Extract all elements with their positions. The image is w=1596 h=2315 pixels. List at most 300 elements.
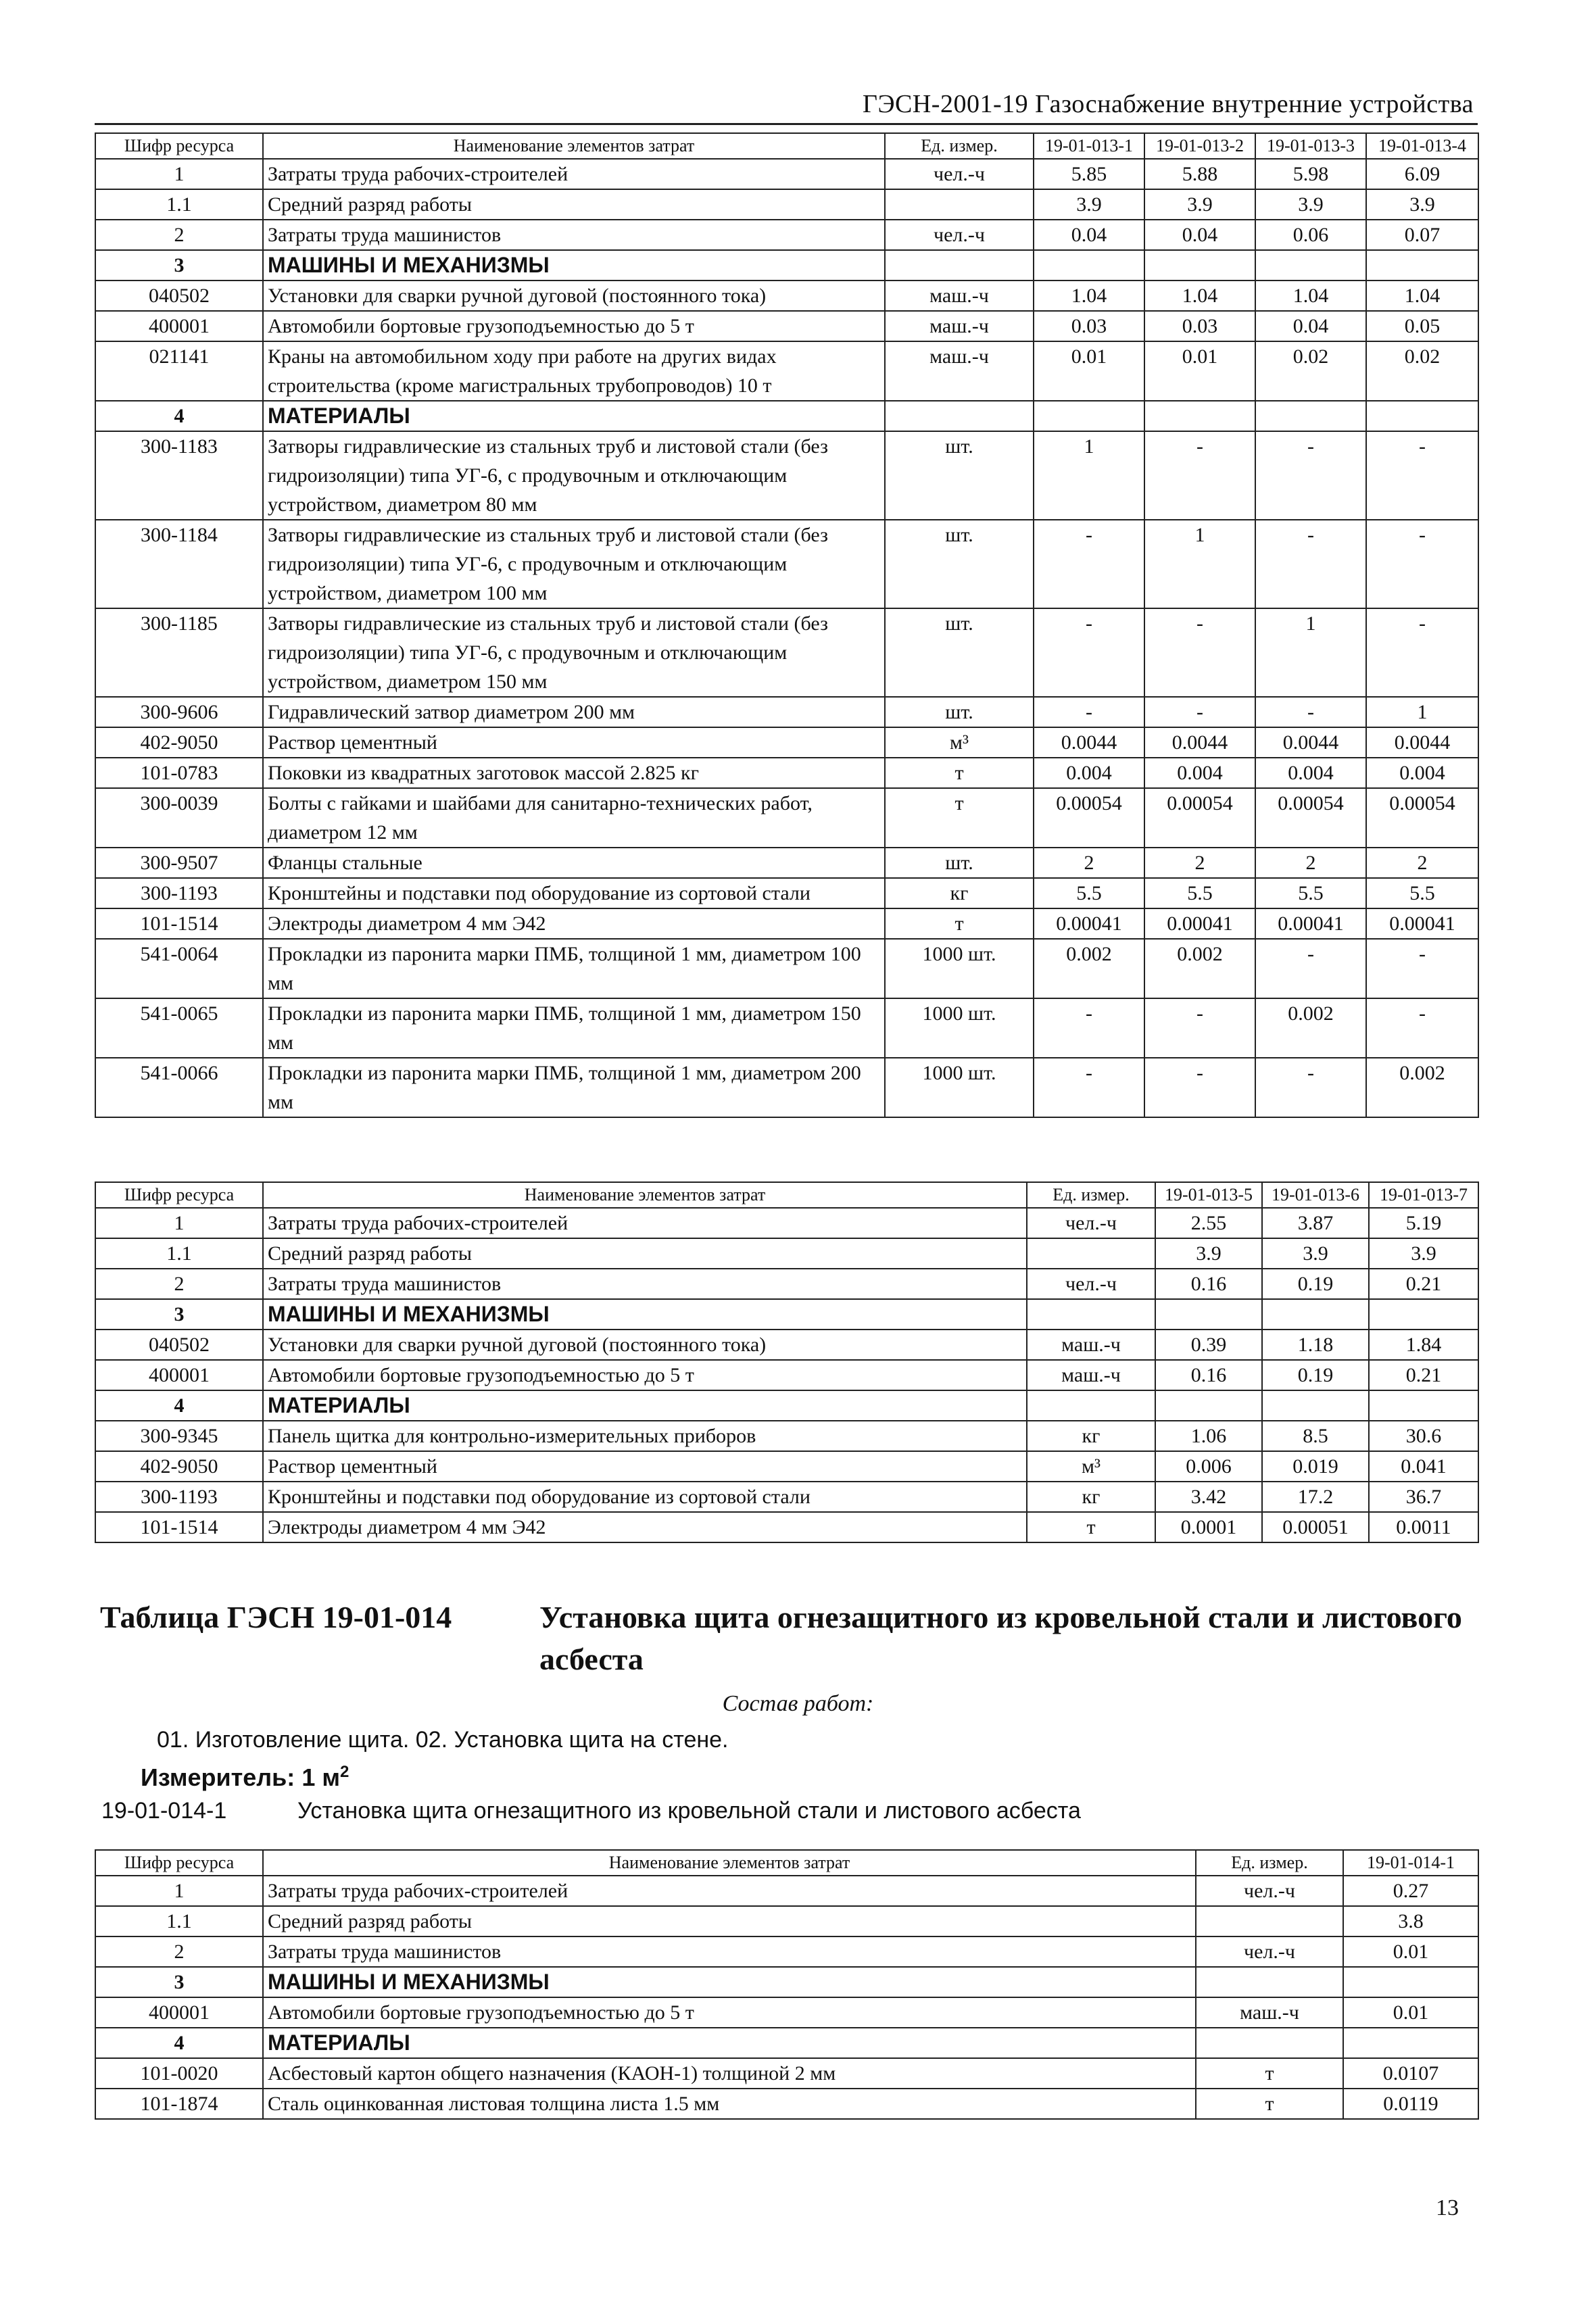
resource-code-cell: 300-1193 xyxy=(95,1482,263,1512)
header-cell: 19-01-013-3 xyxy=(1255,133,1366,159)
resource-name-cell: Затраты труда машинистов xyxy=(263,1269,1027,1299)
resource-name-cell: Электроды диаметром 4 мм Э42 xyxy=(263,1512,1027,1542)
header-cell: 19-01-013-5 xyxy=(1155,1182,1262,1208)
norm-value-cell: 0.00041 xyxy=(1034,908,1144,939)
norm-value-cell: 0.00051 xyxy=(1262,1512,1369,1542)
resource-code-cell: 300-9606 xyxy=(95,697,263,727)
page-header-title: ГЭСН-2001-19 Газоснабжение внутренние устройства xyxy=(862,90,1474,118)
norm-value-cell: 0.16 xyxy=(1155,1360,1262,1390)
table-row xyxy=(95,1421,1478,1451)
norm-value-cell: 5.5 xyxy=(1366,878,1478,908)
resource-name-cell: Прокладки из паронита марки ПМБ, толщиной 1 мм, диаметром 100 мм xyxy=(263,939,885,998)
norm-value-cell xyxy=(1155,1299,1262,1330)
norm-value-cell: 0.00041 xyxy=(1144,908,1255,939)
unit-cell xyxy=(885,189,1034,220)
unit-cell: шт. xyxy=(885,431,1034,520)
resource-code-cell: 1 xyxy=(95,1208,263,1238)
table-row xyxy=(95,1360,1478,1390)
norm-value-cell: - xyxy=(1144,697,1255,727)
norm-value-cell xyxy=(1343,1967,1478,1997)
unit-cell: т xyxy=(885,788,1034,848)
resource-name-cell: Поковки из квадратных заготовок массой 2.825 кг xyxy=(263,758,885,788)
norm-value-cell: 5.88 xyxy=(1144,159,1255,189)
resource-code-cell: 402-9050 xyxy=(95,727,263,758)
table-row xyxy=(95,520,1478,608)
resource-name-cell: Краны на автомобильном ходу при работе на других видах строительства (кроме магистральных трубопроводов) 10 т xyxy=(263,341,885,401)
norm-value-cell: 3.9 xyxy=(1262,1238,1369,1269)
resource-name-cell: Кронштейны и подставки под оборудование из сортовой стали xyxy=(263,1482,1027,1512)
norm-value-cell: 5.19 xyxy=(1369,1208,1478,1238)
header-cell: Шифр ресурса xyxy=(95,1182,263,1208)
norm-name: Установка щита огнезащитного из кровельной стали и листового асбеста xyxy=(297,1798,1081,1824)
norm-value-cell xyxy=(1366,401,1478,431)
resource-name-cell: Затраты труда машинистов xyxy=(263,220,885,250)
unit-cell: кг xyxy=(885,878,1034,908)
resource-name-cell: Болты с гайками и шайбами для санитарно-технических работ, диаметром 12 мм xyxy=(263,788,885,848)
norm-value-cell: 2 xyxy=(1034,848,1144,878)
norm-value-cell: 0.06 xyxy=(1255,220,1366,250)
norm-value-cell: - xyxy=(1144,608,1255,697)
resource-code-cell: 3 xyxy=(95,1967,263,1997)
resource-table-014-1 xyxy=(95,1849,1479,2120)
resource-name-cell: Средний разряд работы xyxy=(263,1906,1196,1936)
unit-cell: т xyxy=(885,908,1034,939)
norm-value-cell: 0.03 xyxy=(1144,311,1255,341)
resource-code-cell: 300-9345 xyxy=(95,1421,263,1451)
norm-value-cell: 3.9 xyxy=(1255,189,1366,220)
resource-code-cell: 400001 xyxy=(95,1360,263,1390)
norm-value-cell: 30.6 xyxy=(1369,1421,1478,1451)
norm-value-cell: 0.00041 xyxy=(1366,908,1478,939)
norm-value-cell xyxy=(1343,2028,1478,2058)
norm-value-cell: 3.9 xyxy=(1155,1238,1262,1269)
norm-value-cell: 5.5 xyxy=(1034,878,1144,908)
resource-code-cell: 3 xyxy=(95,1299,263,1330)
table-row xyxy=(95,939,1478,998)
norm-value-cell: 3.9 xyxy=(1034,189,1144,220)
table-row xyxy=(95,159,1478,189)
table-row xyxy=(95,788,1478,848)
page-header xyxy=(95,84,1478,125)
resource-name-cell: Установки для сварки ручной дуговой (постоянного тока) xyxy=(263,1330,1027,1360)
norm-value-cell: 0.004 xyxy=(1366,758,1478,788)
page-number: 13 xyxy=(1436,2195,1459,2220)
resource-code-cell: 402-9050 xyxy=(95,1451,263,1482)
norm-value-cell: 0.004 xyxy=(1034,758,1144,788)
resource-name-cell: МАТЕРИАЛЫ xyxy=(263,2028,1196,2058)
resource-name-cell: МАШИНЫ И МЕХАНИЗМЫ xyxy=(263,250,885,281)
norm-value-cell xyxy=(1255,250,1366,281)
resource-name-cell: Автомобили бортовые грузоподъемностью до 5 т xyxy=(263,311,885,341)
norm-value-cell: 3.9 xyxy=(1366,189,1478,220)
resource-code-cell: 400001 xyxy=(95,311,263,341)
norm-value-cell: 0.019 xyxy=(1262,1451,1369,1482)
norm-value-cell: 0.16 xyxy=(1155,1269,1262,1299)
table-row xyxy=(95,2089,1478,2119)
resource-code-cell: 101-1514 xyxy=(95,1512,263,1542)
resource-code-cell: 1.1 xyxy=(95,1906,263,1936)
norm-value-cell xyxy=(1369,1390,1478,1421)
unit-cell: т xyxy=(1027,1512,1155,1542)
norm-value-cell: 0.002 xyxy=(1366,1058,1478,1117)
table-row xyxy=(95,1936,1478,1967)
norm-value-cell: - xyxy=(1144,1058,1255,1117)
resource-code-cell: 300-0039 xyxy=(95,788,263,848)
header-cell: 19-01-013-2 xyxy=(1144,133,1255,159)
norm-value-cell: 1 xyxy=(1144,520,1255,608)
norm-value-cell: 0.0044 xyxy=(1034,727,1144,758)
norm-value-cell: 0.01 xyxy=(1343,1997,1478,2028)
composition-label: Состав работ: xyxy=(722,1691,874,1716)
table-row xyxy=(95,1238,1478,1269)
meter-exponent: 2 xyxy=(339,1763,349,1781)
norm-value-cell: 2 xyxy=(1144,848,1255,878)
norm-value-cell: 0.27 xyxy=(1343,1876,1478,1906)
unit-cell xyxy=(1027,1390,1155,1421)
table-section-row xyxy=(95,250,1478,281)
norm-value-cell: 0.19 xyxy=(1262,1360,1369,1390)
unit-cell xyxy=(885,401,1034,431)
resource-code-cell: 2 xyxy=(95,220,263,250)
resource-name-cell: Фланцы стальные xyxy=(263,848,885,878)
norm-value-cell: 0.04 xyxy=(1255,311,1366,341)
norm-value-cell: 3.42 xyxy=(1155,1482,1262,1512)
resource-code-cell: 3 xyxy=(95,250,263,281)
resource-name-cell: Асбестовый картон общего назначения (КАОН-1) толщиной 2 мм xyxy=(263,2058,1196,2089)
table-row xyxy=(95,1269,1478,1299)
resource-code-cell: 101-0020 xyxy=(95,2058,263,2089)
norm-value-cell: 36.7 xyxy=(1369,1482,1478,1512)
unit-cell: м³ xyxy=(885,727,1034,758)
resource-name-cell: Гидравлический затвор диаметром 200 мм xyxy=(263,697,885,727)
norm-value-cell: 1 xyxy=(1255,608,1366,697)
table-row xyxy=(95,848,1478,878)
norm-value-cell: 0.0011 xyxy=(1369,1512,1478,1542)
meter xyxy=(141,1763,349,1792)
norm-value-cell: 0.02 xyxy=(1366,341,1478,401)
norm-value-cell: 0.01 xyxy=(1034,341,1144,401)
resource-table-013-5-7 xyxy=(95,1181,1479,1543)
resource-name-cell: Затраты труда машинистов xyxy=(263,1936,1196,1967)
unit-cell: чел.-ч xyxy=(885,220,1034,250)
resource-name-cell: Установки для сварки ручной дуговой (постоянного тока) xyxy=(263,281,885,311)
table-row xyxy=(95,727,1478,758)
unit-cell: кг xyxy=(1027,1421,1155,1451)
norm-value-cell: 0.00054 xyxy=(1144,788,1255,848)
table-section-row xyxy=(95,1967,1478,1997)
unit-cell: маш.-ч xyxy=(885,281,1034,311)
resource-name-cell: Панель щитка для контрольно-измерительных приборов xyxy=(263,1421,1027,1451)
norm-value-cell: 0.05 xyxy=(1366,311,1478,341)
unit-cell: 1000 шт. xyxy=(885,1058,1034,1117)
table-title: Установка щита огнезащитного из кровельной стали и листового асбеста xyxy=(539,1600,1462,1676)
norm-value-cell: - xyxy=(1366,998,1478,1058)
unit-cell xyxy=(885,250,1034,281)
resource-code-cell: 300-1184 xyxy=(95,520,263,608)
table-section-row xyxy=(95,1299,1478,1330)
norm-value-cell: 0.0044 xyxy=(1144,727,1255,758)
table-row xyxy=(95,311,1478,341)
unit-cell: т xyxy=(1196,2058,1343,2089)
table-row xyxy=(95,1330,1478,1360)
resource-name-cell: МАШИНЫ И МЕХАНИЗМЫ xyxy=(263,1967,1196,1997)
norm-value-cell xyxy=(1262,1299,1369,1330)
norm-value-cell: - xyxy=(1034,697,1144,727)
unit-cell: шт. xyxy=(885,697,1034,727)
norm-value-cell: 0.02 xyxy=(1255,341,1366,401)
resource-name-cell: Автомобили бортовые грузоподъемностью до 5 т xyxy=(263,1997,1196,2028)
resource-name-cell: Раствор цементный xyxy=(263,727,885,758)
norm-value-cell: - xyxy=(1144,998,1255,1058)
unit-cell xyxy=(1196,1906,1343,1936)
resource-code-cell: 1.1 xyxy=(95,1238,263,1269)
unit-cell xyxy=(1196,1967,1343,1997)
table-row xyxy=(95,998,1478,1058)
norm-value-cell: 0.002 xyxy=(1255,998,1366,1058)
table-row xyxy=(95,1997,1478,2028)
resource-code-cell: 101-1514 xyxy=(95,908,263,939)
norm-value-cell xyxy=(1034,401,1144,431)
resource-code-cell: 300-1185 xyxy=(95,608,263,697)
norm-value-cell: 0.01 xyxy=(1343,1936,1478,1967)
norm-value-cell: 3.87 xyxy=(1262,1208,1369,1238)
table-row xyxy=(95,1906,1478,1936)
norm-value-cell: 0.04 xyxy=(1034,220,1144,250)
norm-value-cell: 0.0001 xyxy=(1155,1512,1262,1542)
resource-code-cell: 4 xyxy=(95,1390,263,1421)
meter-label: Измеритель: xyxy=(141,1763,295,1791)
unit-cell: чел.-ч xyxy=(1196,1936,1343,1967)
norm-value-cell: 0.39 xyxy=(1155,1330,1262,1360)
unit-cell: чел.-ч xyxy=(885,159,1034,189)
header-cell: Наименование элементов затрат xyxy=(263,1182,1027,1208)
table-row xyxy=(95,908,1478,939)
norm-value-cell xyxy=(1255,401,1366,431)
unit-cell: маш.-ч xyxy=(1027,1330,1155,1360)
norm-value-cell xyxy=(1144,250,1255,281)
norm-value-cell xyxy=(1155,1390,1262,1421)
norm-value-cell: 0.21 xyxy=(1369,1269,1478,1299)
norm-value-cell: 0.19 xyxy=(1262,1269,1369,1299)
unit-cell: т xyxy=(1196,2089,1343,2119)
unit-cell: маш.-ч xyxy=(1027,1360,1155,1390)
resource-code-cell: 1.1 xyxy=(95,189,263,220)
header-cell: 19-01-013-4 xyxy=(1366,133,1478,159)
unit-cell: маш.-ч xyxy=(885,341,1034,401)
header-cell: 19-01-013-1 xyxy=(1034,133,1144,159)
unit-cell: чел.-ч xyxy=(1027,1208,1155,1238)
table-header-row xyxy=(95,1182,1478,1208)
norm-value-cell: 2 xyxy=(1366,848,1478,878)
norm-value-cell: 2 xyxy=(1255,848,1366,878)
header-cell: Ед. измер. xyxy=(885,133,1034,159)
resource-name-cell: Электроды диаметром 4 мм Э42 xyxy=(263,908,885,939)
unit-cell: шт. xyxy=(885,608,1034,697)
table-section-row xyxy=(95,1390,1478,1421)
norm-value-cell: 5.85 xyxy=(1034,159,1144,189)
resource-name-cell: Раствор цементный xyxy=(263,1451,1027,1482)
norm-value-cell: - xyxy=(1255,697,1366,727)
norm-value-cell: 0.0044 xyxy=(1366,727,1478,758)
unit-cell: кг xyxy=(1027,1482,1155,1512)
meter-value: 1 м xyxy=(301,1763,340,1791)
unit-cell: шт. xyxy=(885,848,1034,878)
norm-value-cell: 1.06 xyxy=(1155,1421,1262,1451)
table-row xyxy=(95,1482,1478,1512)
resource-code-cell: 2 xyxy=(95,1269,263,1299)
resource-code-cell: 300-1193 xyxy=(95,878,263,908)
norm-value-cell: 1.04 xyxy=(1255,281,1366,311)
norm-value-cell: - xyxy=(1366,608,1478,697)
unit-cell: м³ xyxy=(1027,1451,1155,1482)
norm-value-cell: - xyxy=(1034,520,1144,608)
norm-value-cell: 3.9 xyxy=(1369,1238,1478,1269)
norm-value-cell: - xyxy=(1366,520,1478,608)
norm-value-cell xyxy=(1144,401,1255,431)
resource-code-cell: 1 xyxy=(95,159,263,189)
table-row xyxy=(95,220,1478,250)
norm-value-cell: 2.55 xyxy=(1155,1208,1262,1238)
resource-name-cell: Сталь оцинкованная листовая толщина листа 1.5 мм xyxy=(263,2089,1196,2119)
table-row xyxy=(95,281,1478,311)
table-number: Таблица ГЭСН 19-01-014 xyxy=(100,1600,452,1634)
resource-code-cell: 541-0064 xyxy=(95,939,263,998)
resource-code-cell: 1 xyxy=(95,1876,263,1906)
norm-value-cell: 0.0044 xyxy=(1255,727,1366,758)
resource-name-cell: МАШИНЫ И МЕХАНИЗМЫ xyxy=(263,1299,1027,1330)
norm-value-cell: - xyxy=(1034,608,1144,697)
norm-value-cell: - xyxy=(1255,1058,1366,1117)
norm-value-cell: 1.04 xyxy=(1144,281,1255,311)
resource-name-cell: Затраты труда рабочих-строителей xyxy=(263,159,885,189)
table-row xyxy=(95,1058,1478,1117)
norm-value-cell: 3.8 xyxy=(1343,1906,1478,1936)
table-row xyxy=(95,1512,1478,1542)
resource-code-cell: 4 xyxy=(95,2028,263,2058)
norm-value-cell xyxy=(1369,1299,1478,1330)
resource-name-cell: Средний разряд работы xyxy=(263,1238,1027,1269)
norm-value-cell: 0.00054 xyxy=(1034,788,1144,848)
unit-cell: маш.-ч xyxy=(885,311,1034,341)
table-row xyxy=(95,878,1478,908)
norm-value-cell: 0.006 xyxy=(1155,1451,1262,1482)
norm-value-cell: - xyxy=(1366,431,1478,520)
resource-name-cell: Кронштейны и подставки под оборудование из сортовой стали xyxy=(263,878,885,908)
norm-value-cell: 0.041 xyxy=(1369,1451,1478,1482)
resource-code-cell: 021141 xyxy=(95,341,263,401)
norm-value-cell: 3.9 xyxy=(1144,189,1255,220)
norm-value-cell: 6.09 xyxy=(1366,159,1478,189)
norm-line xyxy=(101,1798,1081,1824)
resource-code-cell: 101-0783 xyxy=(95,758,263,788)
table-row xyxy=(95,758,1478,788)
resource-name-cell: Прокладки из паронита марки ПМБ, толщиной 1 мм, диаметром 200 мм xyxy=(263,1058,885,1117)
unit-cell xyxy=(1196,2028,1343,2058)
unit-cell: чел.-ч xyxy=(1196,1876,1343,1906)
header-cell: Шифр ресурса xyxy=(95,133,263,159)
header-cell: Ед. измер. xyxy=(1027,1182,1155,1208)
resource-name-cell: Затраты труда рабочих-строителей xyxy=(263,1208,1027,1238)
norm-value-cell: 0.0107 xyxy=(1343,2058,1478,2089)
header-cell: Наименование элементов затрат xyxy=(263,133,885,159)
norm-value-cell: - xyxy=(1255,520,1366,608)
norm-value-cell: - xyxy=(1034,1058,1144,1117)
table-header-row xyxy=(95,133,1478,159)
norm-value-cell: 0.00041 xyxy=(1255,908,1366,939)
resource-name-cell: Прокладки из паронита марки ПМБ, толщиной 1 мм, диаметром 150 мм xyxy=(263,998,885,1058)
norm-value-cell xyxy=(1262,1390,1369,1421)
norm-value-cell: 0.04 xyxy=(1144,220,1255,250)
resource-name-cell: Средний разряд работы xyxy=(263,189,885,220)
norm-value-cell: 0.00054 xyxy=(1366,788,1478,848)
works-list: 01. Изготовление щита. 02. Установка щита на стене. xyxy=(157,1727,729,1753)
table-body xyxy=(95,1208,1478,1542)
norm-value-cell xyxy=(1034,250,1144,281)
norm-value-cell: 5.98 xyxy=(1255,159,1366,189)
table-row xyxy=(95,341,1478,401)
resource-name-cell: Затраты труда рабочих-строителей xyxy=(263,1876,1196,1906)
resource-name-cell: Затворы гидравлические из стальных труб и листовой стали (без гидроизоляции) типа УГ-6, с продувочным и отключающим устройством, диаметром 80 мм xyxy=(263,431,885,520)
norm-value-cell: 0.21 xyxy=(1369,1360,1478,1390)
header-cell: Ед. измер. xyxy=(1196,1850,1343,1876)
resource-code-cell: 040502 xyxy=(95,1330,263,1360)
table-row xyxy=(95,608,1478,697)
norm-value-cell: 0.00054 xyxy=(1255,788,1366,848)
table-header-row xyxy=(95,1850,1478,1876)
resource-name-cell: МАТЕРИАЛЫ xyxy=(263,1390,1027,1421)
norm-value-cell: 0.07 xyxy=(1366,220,1478,250)
resource-name-cell: Затворы гидравлические из стальных труб и листовой стали (без гидроизоляции) типа УГ-6, с продувочным и отключающим устройством, диаметром 150 мм xyxy=(263,608,885,697)
table-row xyxy=(95,697,1478,727)
norm-value-cell: 1.18 xyxy=(1262,1330,1369,1360)
table-row xyxy=(95,431,1478,520)
header-cell: Наименование элементов затрат xyxy=(263,1850,1196,1876)
table-row xyxy=(95,189,1478,220)
unit-cell xyxy=(1027,1238,1155,1269)
norm-value-cell: 1.04 xyxy=(1034,281,1144,311)
header-cell: 19-01-013-7 xyxy=(1369,1182,1478,1208)
table-row xyxy=(95,1208,1478,1238)
table-section-row xyxy=(95,2028,1478,2058)
norm-value-cell: - xyxy=(1144,431,1255,520)
resource-code-cell: 300-1183 xyxy=(95,431,263,520)
table-body xyxy=(95,1876,1478,2119)
header-cell: 19-01-014-1 xyxy=(1343,1850,1478,1876)
norm-value-cell: - xyxy=(1034,998,1144,1058)
norm-value-cell: 17.2 xyxy=(1262,1482,1369,1512)
unit-cell: маш.-ч xyxy=(1196,1997,1343,2028)
norm-value-cell: - xyxy=(1366,939,1478,998)
table-row xyxy=(95,1876,1478,1906)
unit-cell xyxy=(1027,1299,1155,1330)
unit-cell: 1000 шт. xyxy=(885,998,1034,1058)
resource-code-cell: 2 xyxy=(95,1936,263,1967)
norm-value-cell: - xyxy=(1255,431,1366,520)
resource-code-cell: 400001 xyxy=(95,1997,263,2028)
resource-name-cell: Автомобили бортовые грузоподъемностью до 5 т xyxy=(263,1360,1027,1390)
resource-code-cell: 040502 xyxy=(95,281,263,311)
table-row xyxy=(95,1451,1478,1482)
norm-value-cell: 0.002 xyxy=(1144,939,1255,998)
unit-cell: чел.-ч xyxy=(1027,1269,1155,1299)
norm-value-cell: 1 xyxy=(1366,697,1478,727)
norm-value-cell: 0.004 xyxy=(1144,758,1255,788)
norm-value-cell: 8.5 xyxy=(1262,1421,1369,1451)
norm-value-cell: 1.04 xyxy=(1366,281,1478,311)
unit-cell: т xyxy=(885,758,1034,788)
resource-code-cell: 4 xyxy=(95,401,263,431)
norm-value-cell: 0.0119 xyxy=(1343,2089,1478,2119)
